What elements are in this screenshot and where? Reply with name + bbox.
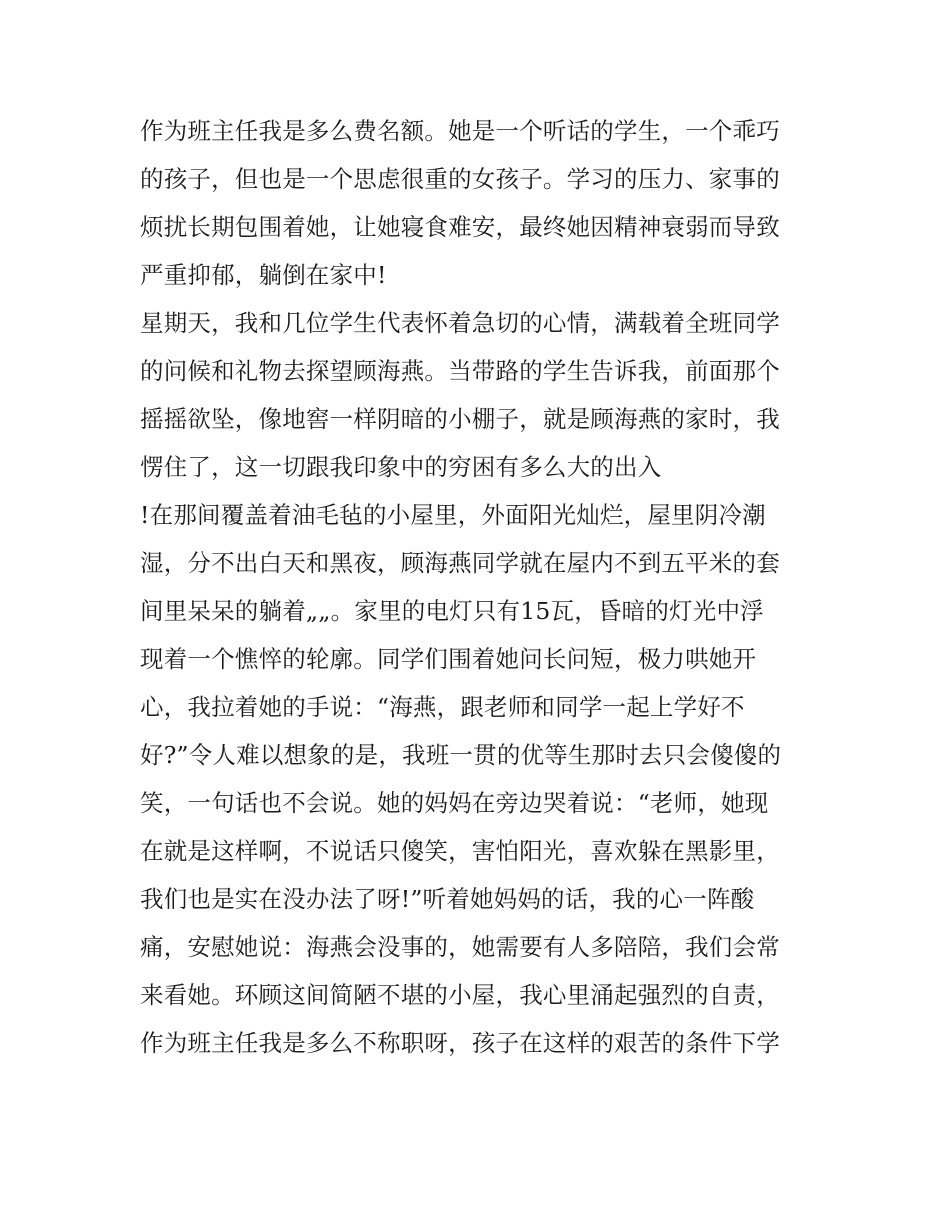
text-line: !在那间覆盖着油毛毡的小屋里，外面阳光灿烂，屋里阴冷潮 <box>140 501 766 529</box>
text-line: 烦扰长期包围着她，让她寝食难安，最终她因精神衰弱而导致 <box>140 213 780 241</box>
text-line: 现着一个憔悴的轮廓。同学们围着她问长问短，极力哄她开 <box>140 645 757 673</box>
text-line: 心，我拉着她的手说：“海燕，跟老师和同学一起上学好不 <box>140 693 745 721</box>
text-line: 在就是这样啊，不说话只傻笑，害怕阳光，喜欢躲在黑影里， <box>140 837 780 865</box>
text-line: 严重抑郁，躺倒在家中! <box>140 261 387 289</box>
text-line: 好?”令人难以想象的是，我班一贯的优等生那时去只会傻傻的 <box>140 741 782 769</box>
text-line: 作为班主任我是多么不称职呀，孩子在这样的艰苦的条件下学 <box>140 1029 780 1057</box>
text-line: 的问候和礼物去探望顾海燕。当带路的学生告诉我，前面那个 <box>140 357 780 385</box>
text-line: 笑，一句话也不会说。她的妈妈在旁边哭着说：“老师，她现 <box>140 789 769 817</box>
text-line: 湿，分不出白天和黑夜，顾海燕同学就在屋内不到五平米的套 <box>140 549 780 577</box>
text-line: 的孩子，但也是一个思虑很重的女孩子。学习的压力、家事的 <box>140 165 780 193</box>
text-line: 来看她。环顾这间简陋不堪的小屋，我心里涌起强烈的自责， <box>140 981 780 1009</box>
text-line: 摇摇欲坠，像地窖一样阴暗的小棚子，就是顾海燕的家时，我 <box>140 405 780 433</box>
text-line: 痛，安慰她说：海燕会没事的，她需要有人多陪陪，我们会常 <box>140 933 780 961</box>
text-line: 星期天，我和几位学生代表怀着急切的心情，满载着全班同学 <box>140 309 780 337</box>
text-line: 作为班主任我是多么费名额。她是一个听话的学生，一个乖巧 <box>140 117 780 145</box>
text-line: 愣住了，这一切跟我印象中的穷困有多么大的出入 <box>140 453 662 481</box>
text-line: 我们也是实在没办法了呀!”听着她妈妈的话，我的心一阵酸 <box>140 885 755 913</box>
text-line: 间里呆呆的躺着„„。家里的电灯只有15瓦，昏暗的灯光中浮 <box>140 597 764 625</box>
body-text <box>140 107 820 1067</box>
